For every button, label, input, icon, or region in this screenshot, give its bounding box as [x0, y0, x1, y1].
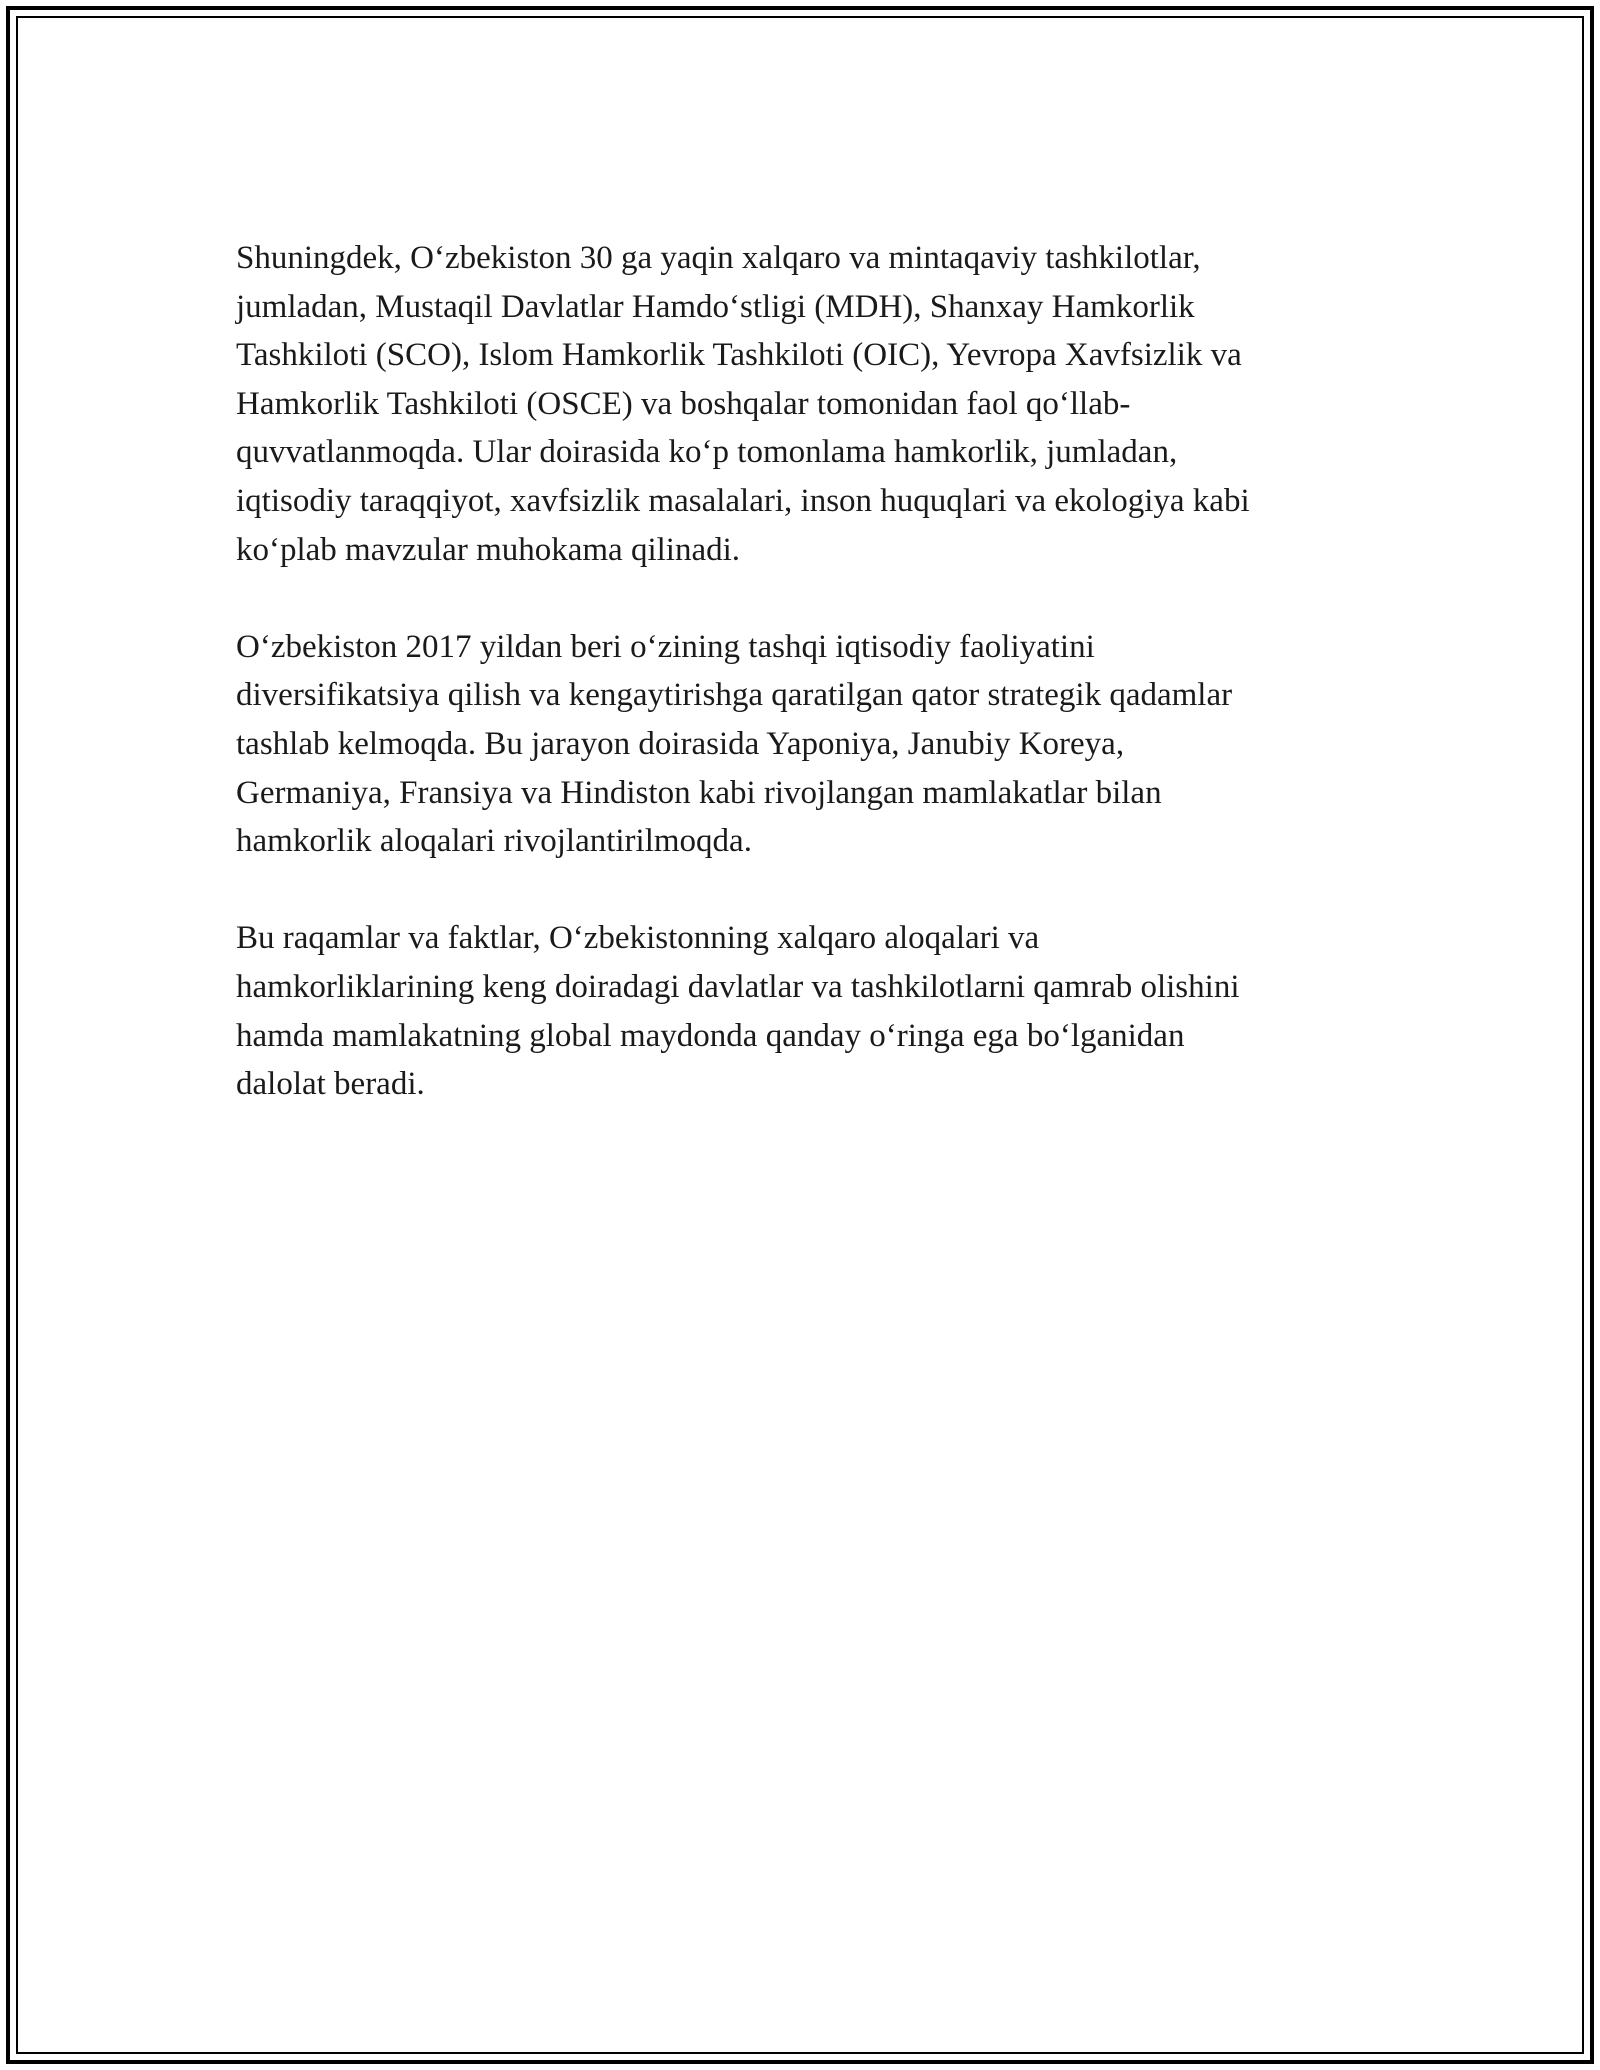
paragraph-3: [236, 914, 1386, 1108]
text-line: hamkorlik aloqalari rivojlantirilmoqda.: [236, 823, 752, 860]
text-line: O‘zbekiston 2017 yildan beri o‘zining tashqi iqtisodiy faoliyatini: [236, 628, 1095, 665]
document-body: [236, 234, 1386, 1157]
text-line: diversifikatsiya qilish va kengaytirishga qaratilgan qator strategik qadamlar: [236, 677, 1233, 714]
text-line: dalolat beradi.: [236, 1066, 425, 1103]
text-line: Tashkiloti (SCO), Islom Hamkorlik Tashkiloti (OIC), Yevropa Xavfsizlik va: [236, 337, 1242, 374]
text-line: Shuningdek, O‘zbekiston 30 ga yaqin xalqaro va mintaqaviy tashkilotlar,: [236, 240, 1201, 276]
paragraph-2: [236, 623, 1386, 866]
text-line: hamkorliklarining keng doiradagi davlatlar va tashkilotlarni qamrab olishini: [236, 968, 1240, 1005]
text-line: ko‘plab mavzular muhokama qilinadi.: [236, 531, 741, 568]
text-line: hamda mamlakatning global maydonda qanday o‘ringa ega bo‘lganidan: [236, 1017, 1185, 1054]
text-line: jumladan, Mustaqil Davlatlar Hamdo‘stligi (MDH), Shanxay Hamkorlik: [236, 288, 1195, 325]
text-line: tashlab kelmoqda. Bu jarayon doirasida Yaponiya, Janubiy Koreya,: [236, 725, 1125, 762]
text-line: quvvatlanmoqda. Ular doirasida ko‘p tomonlama hamkorlik, jumladan,: [236, 434, 1178, 471]
text-line: Bu raqamlar va faktlar, O‘zbekistonning xalqaro aloqalari va: [236, 920, 1040, 957]
paragraph-1: [236, 234, 1386, 574]
text-line: iqtisodiy taraqqiyot, xavfsizlik masalalari, inson huquqlari va ekologiya kabi: [236, 482, 1250, 519]
text-line: Hamkorlik Tashkiloti (OSCE) va boshqalar tomonidan faol qo‘llab-: [236, 385, 1131, 422]
text-line: Germaniya, Fransiya va Hindiston kabi rivojlangan mamlakatlar bilan: [236, 774, 1162, 811]
